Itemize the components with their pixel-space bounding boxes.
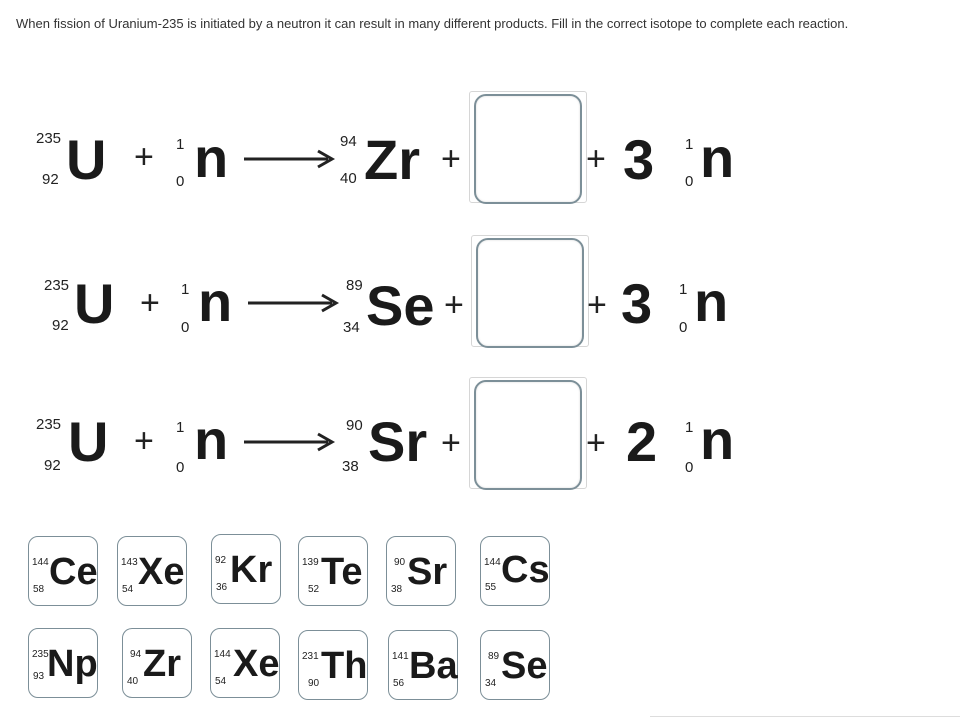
tile-mass: 144 — [32, 557, 49, 568]
neutron-out-mass: 1 — [679, 281, 688, 298]
reactant-z: 92 — [42, 171, 59, 188]
product-mass: 89 — [346, 277, 363, 294]
tile-z: 93 — [33, 671, 45, 682]
tile-symbol: Xe — [233, 643, 280, 685]
neutron-in-symbol: n — [198, 270, 233, 333]
neutron-out-z: 0 — [685, 173, 694, 190]
neutron-in-mass: 1 — [176, 136, 185, 153]
neutron-in-z: 0 — [176, 173, 185, 190]
tile-z: 58 — [33, 584, 45, 595]
neutron-out-mass: 1 — [685, 136, 694, 153]
plus-sign: + — [441, 424, 461, 462]
neutron-in-mass: 1 — [181, 281, 190, 298]
plus-sign: + — [140, 284, 160, 322]
tile-z: 36 — [216, 582, 228, 593]
isotope-tile-cs-144[interactable] — [480, 536, 550, 606]
tile-z: 52 — [308, 584, 320, 595]
tile-mass: 90 — [394, 557, 406, 568]
reactant-mass: 235 — [36, 130, 62, 147]
isotope-tile-th-231[interactable] — [298, 630, 368, 700]
isotope-tile-sr-90[interactable] — [386, 536, 456, 606]
tile-z: 90 — [308, 678, 320, 689]
neutron-out-symbol: n — [700, 408, 735, 471]
tile-z: 40 — [127, 676, 139, 687]
tile-symbol: Sr — [407, 551, 448, 593]
plus-sign: + — [586, 140, 606, 178]
neutron-in-symbol: n — [194, 126, 229, 189]
reaction-1 — [0, 120, 960, 240]
reactant-z: 92 — [44, 457, 61, 474]
tile-symbol: Th — [321, 645, 368, 687]
isotope-tile-zr-94[interactable] — [122, 628, 192, 698]
tile-z: 54 — [122, 584, 134, 595]
neutron-coefficient: 3 — [623, 128, 655, 191]
tile-symbol: Te — [321, 551, 363, 593]
arrow-icon — [244, 432, 336, 452]
reactant-symbol: U — [66, 128, 107, 191]
plus-sign: + — [444, 286, 464, 324]
neutron-coefficient: 3 — [621, 272, 653, 335]
product-z: 40 — [340, 170, 357, 187]
reactant-symbol: U — [74, 272, 115, 335]
plus-sign: + — [586, 424, 606, 462]
arrow-icon — [248, 293, 340, 313]
tile-z: 38 — [391, 584, 403, 595]
neutron-in-z: 0 — [176, 459, 185, 476]
drop-zone-frame — [469, 91, 587, 203]
tile-mass: 144 — [484, 557, 501, 568]
answer-drop-box[interactable] — [474, 380, 582, 490]
tile-z: 56 — [393, 678, 405, 689]
product-mass: 94 — [340, 133, 357, 150]
reaction-3 — [0, 406, 960, 526]
isotope-tile-np-235[interactable] — [28, 628, 98, 698]
neutron-out-z: 0 — [679, 319, 688, 336]
tile-mass: 235 — [32, 649, 49, 660]
neutron-in-z: 0 — [181, 319, 190, 336]
drop-zone-frame — [471, 235, 589, 347]
tile-symbol: Zr — [143, 643, 181, 685]
tile-symbol: Xe — [138, 551, 185, 593]
drop-zone-frame — [469, 377, 587, 489]
tile-symbol: Np — [47, 643, 98, 685]
tile-z: 34 — [485, 678, 497, 689]
reaction-2 — [0, 266, 960, 386]
neutron-out-mass: 1 — [685, 419, 694, 436]
isotope-tile-te-139[interactable] — [298, 536, 368, 606]
tile-z: 55 — [485, 582, 497, 593]
tile-mass: 92 — [215, 555, 227, 566]
plus-sign: + — [134, 138, 154, 176]
reactant-mass: 235 — [44, 277, 70, 294]
tile-mass: 231 — [302, 651, 319, 662]
reactant-mass: 235 — [36, 416, 62, 433]
product-mass: 90 — [346, 417, 363, 434]
product-symbol: Zr — [364, 128, 420, 191]
neutron-out-symbol: n — [700, 126, 735, 189]
tile-mass: 89 — [488, 651, 500, 662]
divider — [650, 716, 960, 717]
product-symbol: Sr — [368, 410, 428, 473]
tile-mass: 139 — [302, 557, 319, 568]
isotope-tile-se-89[interactable] — [480, 630, 550, 700]
tile-symbol: Kr — [230, 549, 273, 591]
arrow-icon — [244, 149, 336, 169]
tile-mass: 143 — [121, 557, 138, 568]
tile-mass: 141 — [392, 651, 409, 662]
neutron-in-mass: 1 — [176, 419, 185, 436]
product-symbol: Se — [366, 274, 435, 337]
plus-sign: + — [587, 286, 607, 324]
neutron-coefficient: 2 — [626, 410, 658, 473]
tile-mass: 94 — [130, 649, 142, 660]
tile-symbol: Cs — [501, 549, 550, 591]
neutron-out-symbol: n — [694, 270, 729, 333]
product-z: 38 — [342, 458, 359, 475]
reactant-z: 92 — [52, 317, 69, 334]
isotope-tile-ba-141[interactable] — [388, 630, 458, 700]
tile-symbol: Ce — [49, 551, 98, 593]
reactant-symbol: U — [68, 410, 109, 473]
tile-symbol: Se — [501, 645, 548, 687]
plus-sign: + — [134, 422, 154, 460]
isotope-tile-ce-144[interactable] — [28, 536, 98, 606]
answer-drop-box[interactable] — [476, 238, 584, 348]
product-z: 34 — [343, 319, 360, 336]
instructions-text: When fission of Uranium-235 is initiated by a neutron it can result in many different products. Fill in the correct isotope to complete each reaction. — [16, 16, 849, 31]
tile-z: 54 — [215, 676, 227, 687]
neutron-in-symbol: n — [194, 408, 229, 471]
answer-drop-box[interactable] — [474, 94, 582, 204]
isotope-tile-xe-143[interactable] — [117, 536, 187, 606]
isotope-tile-kr-92[interactable] — [211, 534, 281, 604]
tile-mass: 144 — [214, 649, 231, 660]
isotope-tile-xe-144[interactable] — [210, 628, 280, 698]
neutron-out-z: 0 — [685, 459, 694, 476]
plus-sign: + — [441, 140, 461, 178]
tile-symbol: Ba — [409, 645, 458, 687]
